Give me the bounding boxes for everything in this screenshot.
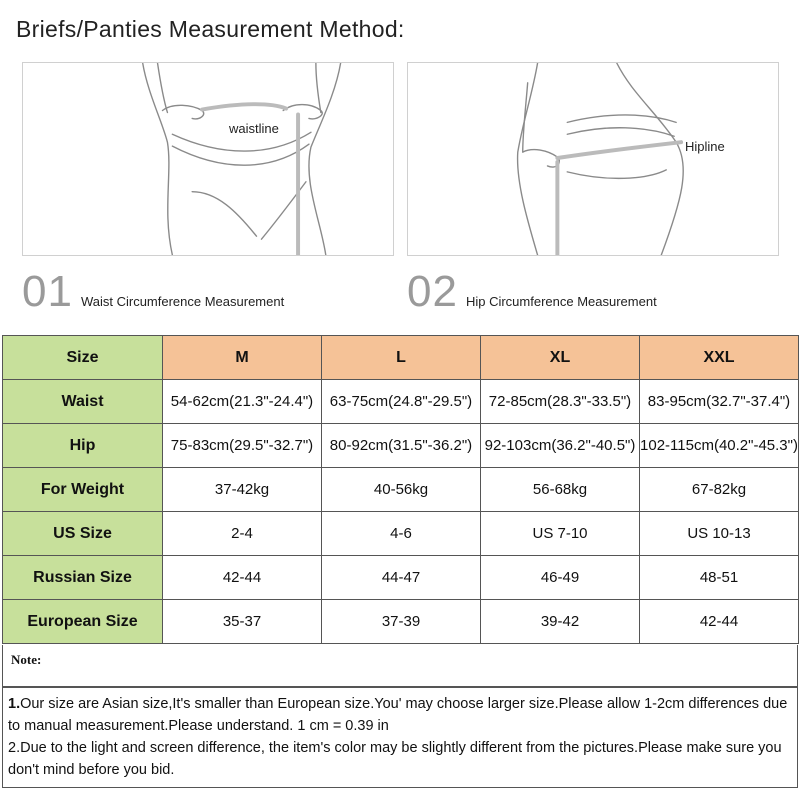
step-number: 01 bbox=[22, 267, 73, 316]
table-cell: 37-42kg bbox=[163, 468, 322, 512]
row-label: Russian Size bbox=[3, 556, 163, 600]
table-row bbox=[3, 424, 799, 468]
table-row bbox=[3, 556, 799, 600]
table-header-row bbox=[3, 336, 799, 380]
hip-illustration bbox=[408, 63, 778, 255]
page-title: Briefs/Panties Measurement Method: bbox=[16, 16, 405, 42]
waistline-label: waistline bbox=[229, 121, 279, 136]
size-header: XL bbox=[481, 336, 640, 380]
step-caption: Hip Circumference Measurement bbox=[465, 294, 657, 309]
hip-measurement-figure bbox=[407, 62, 779, 256]
row-label: Waist bbox=[3, 380, 163, 424]
step-number: 02 bbox=[407, 267, 458, 316]
table-cell: US 7-10 bbox=[481, 512, 640, 556]
notes-box bbox=[2, 687, 798, 788]
row-label: US Size bbox=[3, 512, 163, 556]
row-label: European Size bbox=[3, 600, 163, 644]
hipline-label: Hipline bbox=[685, 139, 725, 154]
table-cell: 46-49 bbox=[481, 556, 640, 600]
table-row bbox=[3, 380, 799, 424]
row-label: For Weight bbox=[3, 468, 163, 512]
step-waist bbox=[22, 267, 285, 316]
row-label: Hip bbox=[3, 424, 163, 468]
size-header: M bbox=[163, 336, 322, 380]
table-cell: 80-92cm(31.5"-36.2") bbox=[322, 424, 481, 468]
table-cell: 48-51 bbox=[640, 556, 799, 600]
table-row bbox=[3, 468, 799, 512]
note-text: Our size are Asian size,It's smaller than European size.You' may choose larger size.Please allow 1-2cm differences due to manual measurement.Please understand. 1 cm = 0.39 in bbox=[8, 696, 788, 734]
note-item bbox=[8, 737, 792, 781]
table-cell: 40-56kg bbox=[322, 468, 481, 512]
table-cell: 75-83cm(29.5"-32.7") bbox=[163, 424, 322, 468]
size-chart-table bbox=[2, 335, 799, 644]
note-title: Note: bbox=[11, 652, 42, 667]
table-cell: 102-115cm(40.2"-45.3") bbox=[640, 424, 799, 468]
table-cell: 35-37 bbox=[163, 600, 322, 644]
table-cell: 42-44 bbox=[163, 556, 322, 600]
table-cell: 37-39 bbox=[322, 600, 481, 644]
table-cell: 83-95cm(32.7"-37.4") bbox=[640, 380, 799, 424]
waist-illustration bbox=[23, 63, 393, 255]
step-hip bbox=[407, 267, 657, 316]
table-cell: 42-44 bbox=[640, 600, 799, 644]
table-cell: 56-68kg bbox=[481, 468, 640, 512]
table-cell: US 10-13 bbox=[640, 512, 799, 556]
table-cell: 2-4 bbox=[163, 512, 322, 556]
table-cell: 39-42 bbox=[481, 600, 640, 644]
step-caption: Waist Circumference Measurement bbox=[80, 294, 285, 309]
table-row bbox=[3, 600, 799, 644]
table-cell: 72-85cm(28.3"-33.5") bbox=[481, 380, 640, 424]
table-row bbox=[3, 512, 799, 556]
table-cell: 67-82kg bbox=[640, 468, 799, 512]
note-number: 1. bbox=[8, 696, 21, 712]
note-item bbox=[8, 693, 792, 737]
size-header: XXL bbox=[640, 336, 799, 380]
corner-header: Size bbox=[3, 336, 163, 380]
table-cell: 44-47 bbox=[322, 556, 481, 600]
table-cell: 54-62cm(21.3"-24.4") bbox=[163, 380, 322, 424]
size-header: L bbox=[322, 336, 481, 380]
table-cell: 92-103cm(36.2"-40.5") bbox=[481, 424, 640, 468]
note-number: 2. bbox=[8, 740, 21, 756]
table-cell: 63-75cm(24.8"-29.5") bbox=[322, 380, 481, 424]
waist-measurement-figure bbox=[22, 62, 394, 256]
note-header-box bbox=[2, 645, 798, 687]
table-cell: 4-6 bbox=[322, 512, 481, 556]
note-text: Due to the light and screen difference, the item's color may be slightly different from the pictures.Please make sure you don't mind before you bid. bbox=[8, 740, 782, 778]
